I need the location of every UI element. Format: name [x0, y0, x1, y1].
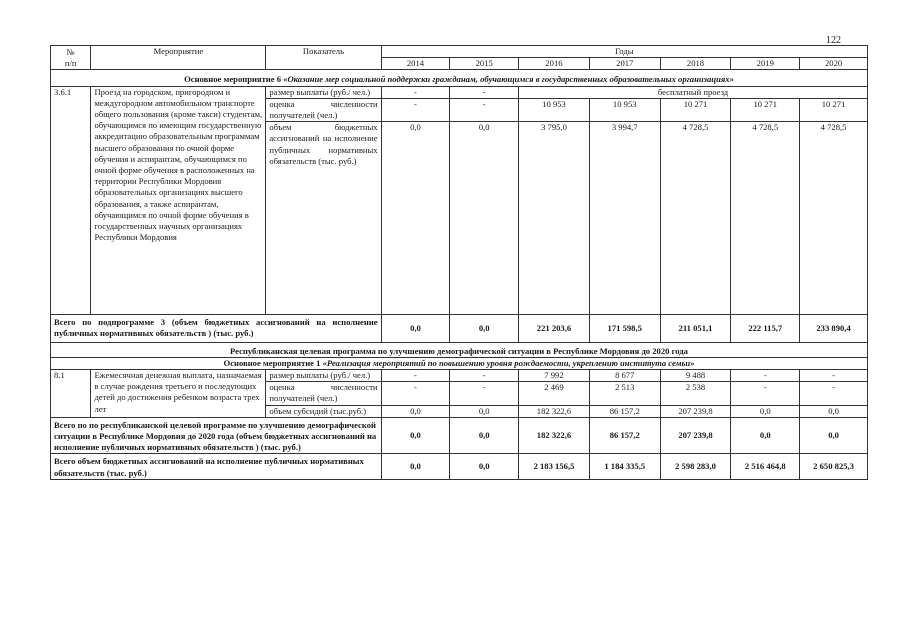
total-value: 0,0 [381, 454, 450, 479]
cell-value: 2 538 [660, 382, 731, 405]
cell-value: 86 157,2 [589, 405, 660, 417]
section-title-suffix: » [690, 357, 695, 368]
section-title-italic: Оказание мер социальной поддержки гражданам, обучающимся в государственных образовательных организациях [287, 74, 730, 85]
row-indicator: оценка численности получателей (чел.) [266, 98, 381, 121]
total-value: 86 157,2 [589, 417, 660, 454]
cell-value: 7 992 [519, 370, 590, 382]
section-title: Республиканская целевая программа по улучшению демографической ситуации в Республике Мордовия до 2020 года [51, 342, 868, 357]
total-value: 0,0 [731, 417, 800, 454]
total-row [51, 454, 868, 479]
header-year: 2020 [800, 58, 868, 70]
total-value: 2 598 283,0 [660, 454, 731, 479]
total-value: 171 598,5 [589, 315, 660, 342]
cell-value: 4 728,5 [660, 122, 731, 315]
row-indicator: объем бюджетных ассигнований на исполнение публичных нормативных обязательств (тыс. руб.) [266, 122, 381, 315]
cell-value: 10 271 [800, 98, 868, 121]
cell-value: 0,0 [381, 405, 450, 417]
cell-value: - [731, 370, 800, 382]
total-value: 233 890,4 [800, 315, 868, 342]
total-value: 222 115,7 [731, 315, 800, 342]
row-indicator: размер выплаты (руб./ чел.) [266, 86, 381, 98]
total-value: 1 184 335,5 [589, 454, 660, 479]
cell-value: - [450, 86, 519, 98]
header-num [51, 46, 91, 70]
cell-value: 0,0 [450, 405, 519, 417]
total-value: 0,0 [381, 417, 450, 454]
cell-value: - [800, 382, 868, 405]
total-row [51, 315, 868, 342]
total-label: Всего по подпрограмме 3 (объем бюджетных ассигнований на исполнение публичных нормативных обязательств ) (тыс. руб.) [51, 315, 382, 342]
cell-value: - [450, 382, 519, 405]
header-years: Годы [381, 46, 867, 58]
total-value: 207 239,8 [660, 417, 731, 454]
section-row [51, 357, 868, 369]
section-row [51, 342, 868, 357]
page-number: 122 [826, 35, 841, 46]
header-year: 2019 [731, 58, 800, 70]
cell-value: 10 271 [660, 98, 731, 121]
cell-value: 10 271 [731, 98, 800, 121]
cell-value: 182 322,6 [519, 405, 590, 417]
table-row [51, 86, 868, 98]
cell-value: - [381, 86, 450, 98]
cell-value: 0,0 [800, 405, 868, 417]
header-indicator: Показатель [266, 46, 381, 70]
section-title-italic: Реализация мероприятий по повышению уровня рождаемости, укреплению института семьи [326, 357, 691, 368]
section-title-prefix: Основное мероприятие 1 « [223, 357, 327, 368]
cell-value: 3 994,7 [589, 122, 660, 315]
header-num-label: № [66, 46, 75, 57]
row-number: 8.1 [51, 370, 91, 418]
total-value: 2 516 464,8 [731, 454, 800, 479]
header-year: 2015 [450, 58, 519, 70]
table-row [51, 370, 868, 382]
total-value: 221 203,6 [519, 315, 590, 342]
row-event: Проезд на городском, пригородном и междугородном автомобильном транспорте общего пользования (кроме такси) студентам, обучающимся по имеющим государственную аккредитацию образовательным программам высшего образования по очной форме обучения и аспирантам, обучающимся по очной форме обучения в расположенных на территории Республики Мордовия образовательных организациях высшего образования, а также аспирантам, обучающимся по очной форме обучения в государственных научных организациях Республики Мордовия [91, 86, 266, 315]
cell-value: - [381, 382, 450, 405]
section-title [51, 70, 868, 86]
section-row [51, 70, 868, 86]
cell-value: 9 488 [660, 370, 731, 382]
row-indicator: размер выплаты (руб./ чел.) [266, 370, 381, 382]
cell-value: - [450, 98, 519, 121]
total-value: 211 051,1 [660, 315, 731, 342]
section-title-prefix: Основное мероприятие 6 « [184, 74, 288, 85]
cell-value: 2 469 [519, 382, 590, 405]
total-value: 2 183 156,5 [519, 454, 590, 479]
header-year: 2016 [519, 58, 590, 70]
cell-value: - [381, 370, 450, 382]
row-number: 3.6.1 [51, 86, 91, 315]
header-year: 2014 [381, 58, 450, 70]
cell-value-merged: бесплатный проезд [519, 86, 868, 98]
total-value: 0,0 [800, 417, 868, 454]
cell-value: - [800, 370, 868, 382]
header-row-1 [51, 46, 868, 58]
cell-value: 0,0 [381, 122, 450, 315]
row-event: Ежемесячная денежная выплата, назначаемая в случае рождения третьего и последующих детей до достижения ребенком возраста трех лет [91, 370, 266, 418]
total-value: 0,0 [450, 417, 519, 454]
total-label: Всего объем бюджетных ассигнований на исполнение публичных нормативных обязательств (тыс. руб.) [51, 454, 382, 479]
cell-value: 0,0 [450, 122, 519, 315]
cell-value: 2 513 [589, 382, 660, 405]
total-label: Всего по по республиканской целевой программе по улучшению демографической ситуации в Республике Мордовия до 2020 года (объем бюджетных ассигнований на исполнение публичных нормативных обязательств ) (тыс. руб.) [51, 417, 382, 454]
header-event: Мероприятие [91, 46, 266, 70]
cell-value: 207 239,8 [660, 405, 731, 417]
cell-value: 10 953 [589, 98, 660, 121]
cell-value: 3 795,0 [519, 122, 590, 315]
cell-value: - [381, 98, 450, 121]
total-value: 0,0 [450, 454, 519, 479]
total-value: 182 322,6 [519, 417, 590, 454]
total-row [51, 417, 868, 454]
cell-value: 4 728,5 [731, 122, 800, 315]
budget-table [50, 45, 868, 480]
cell-value: - [450, 370, 519, 382]
row-indicator: оценка численности получателей (чел.) [266, 382, 381, 405]
total-value: 2 650 825,3 [800, 454, 868, 479]
cell-value: 4 728,5 [800, 122, 868, 315]
cell-value: 0,0 [731, 405, 800, 417]
row-indicator: объем субсидий (тыс.руб.) [266, 405, 381, 417]
cell-value: 8 677 [589, 370, 660, 382]
header-year: 2017 [589, 58, 660, 70]
cell-value: - [731, 382, 800, 405]
total-value: 0,0 [450, 315, 519, 342]
section-title-suffix: » [729, 74, 734, 85]
total-value: 0,0 [381, 315, 450, 342]
header-year: 2018 [660, 58, 731, 70]
header-num-label-2: п/п [64, 57, 77, 68]
section-title [51, 357, 868, 369]
cell-value: 10 953 [519, 98, 590, 121]
